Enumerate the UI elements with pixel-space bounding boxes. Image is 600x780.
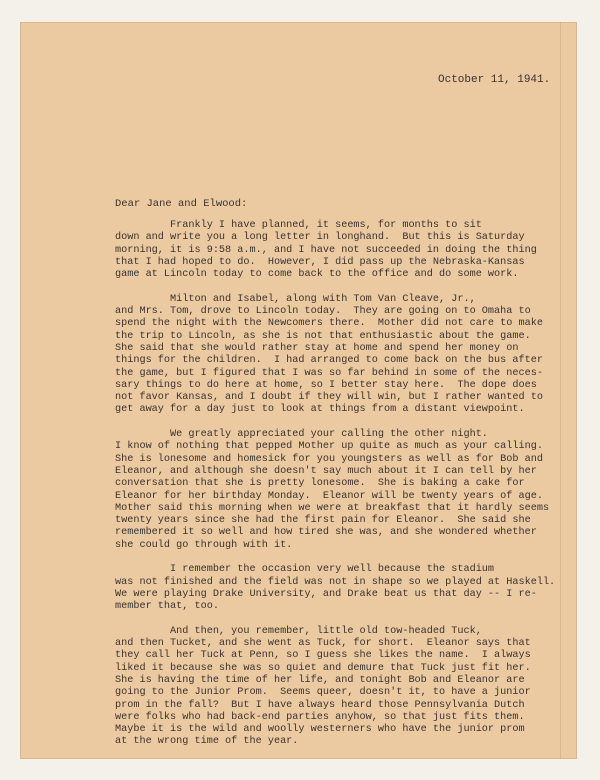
letter-line: and Mrs. Tom, drove to Lincoln today. They are going on to Omaha to [115, 306, 531, 318]
letter-line: get away for a day just to look at things from a distant viewpoint. [115, 404, 525, 416]
letter-line: sary things to do here at home, so I better stay here. The dope does [115, 379, 537, 391]
letter-paragraph [115, 220, 555, 281]
letter-line: We were playing Drake University, and Drake beat us that day -- I re- [115, 588, 537, 600]
letter-line: prom in the fall? But I have always heard those Pennsylvania Dutch [115, 699, 525, 711]
letter-line: morning, it is 9:58 a.m., and I have not succeeded in doing the thing [115, 244, 537, 256]
letter-line: not favor Kansas, and I doubt if they will win, but I rather wanted to [115, 392, 543, 404]
letter-line: Frankly I have planned, it seems, for months to sit [115, 220, 482, 231]
letter-line: twenty years since she had the first pain for Eleanor. She said she [115, 515, 531, 527]
letter-line: that I had hoped to do. However, I did pass up the Nebraska-Kansas [115, 256, 525, 268]
letter-line: Eleanor, and although she doesn't say much about it I can tell by her [115, 465, 537, 477]
letter-line: things for the children. I had arranged to come back on the bus after [115, 355, 543, 367]
letter-line: Milton and Isabel, along with Tom Van Cleave, Jr., [115, 293, 476, 305]
letter-line: She is having the time of her life, and tonight Bob and Eleanor are [115, 674, 525, 686]
letter-line: they call her Tuck at Penn, so I guess she likes the name. I always [115, 650, 531, 662]
letter-paragraph [115, 626, 555, 749]
letter-line: And then, you remember, little old tow-headed Tuck, [115, 625, 482, 637]
letter-sheet [20, 22, 577, 759]
letter-line: the trip to Lincoln, as she is not that enthusiastic about the game. [115, 330, 531, 342]
letter-line: spend the night with the Newcomers there. Mother did not care to make [115, 318, 543, 330]
letter-line: at the wrong time of the year. [115, 736, 299, 748]
letter-line: Eleanor for her birthday Monday. Eleanor will be twenty years of age. [115, 490, 543, 502]
letter-salutation: Dear Jane and Elwood: [115, 198, 248, 210]
letter-paragraph [115, 294, 555, 417]
letter-line: She is lonesome and homesick for you youngsters as well as for Bob and [115, 453, 543, 465]
paper-edge-line [560, 22, 561, 759]
letter-line: I know of nothing that pepped Mother up quite as much as your calling. [115, 441, 543, 453]
letter-line: and then Tucket, and she went as Tuck, for short. Eleanor says that [115, 638, 531, 650]
letter-paragraph [115, 564, 555, 613]
letter-line: liked it because she was so quiet and demure that Tuck just fit her. [115, 662, 531, 674]
letter-line: remembered it so well and how tired she was, and she wondered whether [115, 527, 537, 539]
letter-date: October 11, 1941. [438, 74, 551, 86]
letter-line: was not finished and the field was not in shape so we played at Haskell. [115, 576, 556, 588]
letter-line: She said that she would rather stay at home and spend her money on [115, 342, 519, 354]
letter-line: the game, but I figured that I was so far behind in some of the neces- [115, 367, 543, 379]
letter-line: game at Lincoln today to come back to the office and do some work. [115, 269, 519, 281]
letter-line: We greatly appreciated your calling the other night. [115, 429, 488, 441]
letter-line: Mother said this morning when we were at breakfast that it hardly seems [115, 502, 550, 514]
letter-line: conversation that she is pretty lonesome. She is baking a cake for [115, 478, 525, 490]
letter-line: going to the Junior Prom. Seems queer, doesn't it, to have a junior [115, 687, 531, 699]
letter-line: she could go through with it. [115, 539, 293, 551]
letter-paragraph [115, 429, 555, 552]
letter-line: were folks who had back-end parties anyhow, so that just fits them. [115, 711, 525, 723]
letter-line: Maybe it is the wild and woolly westerners who have the junior prom [115, 724, 525, 736]
letter-line: I remember the occasion very well because the stadium [115, 564, 495, 576]
letter-line: member that, too. [115, 601, 219, 613]
letter-body [115, 220, 555, 761]
letter-line: down and write you a long letter in longhand. But this is Saturday [115, 232, 525, 244]
